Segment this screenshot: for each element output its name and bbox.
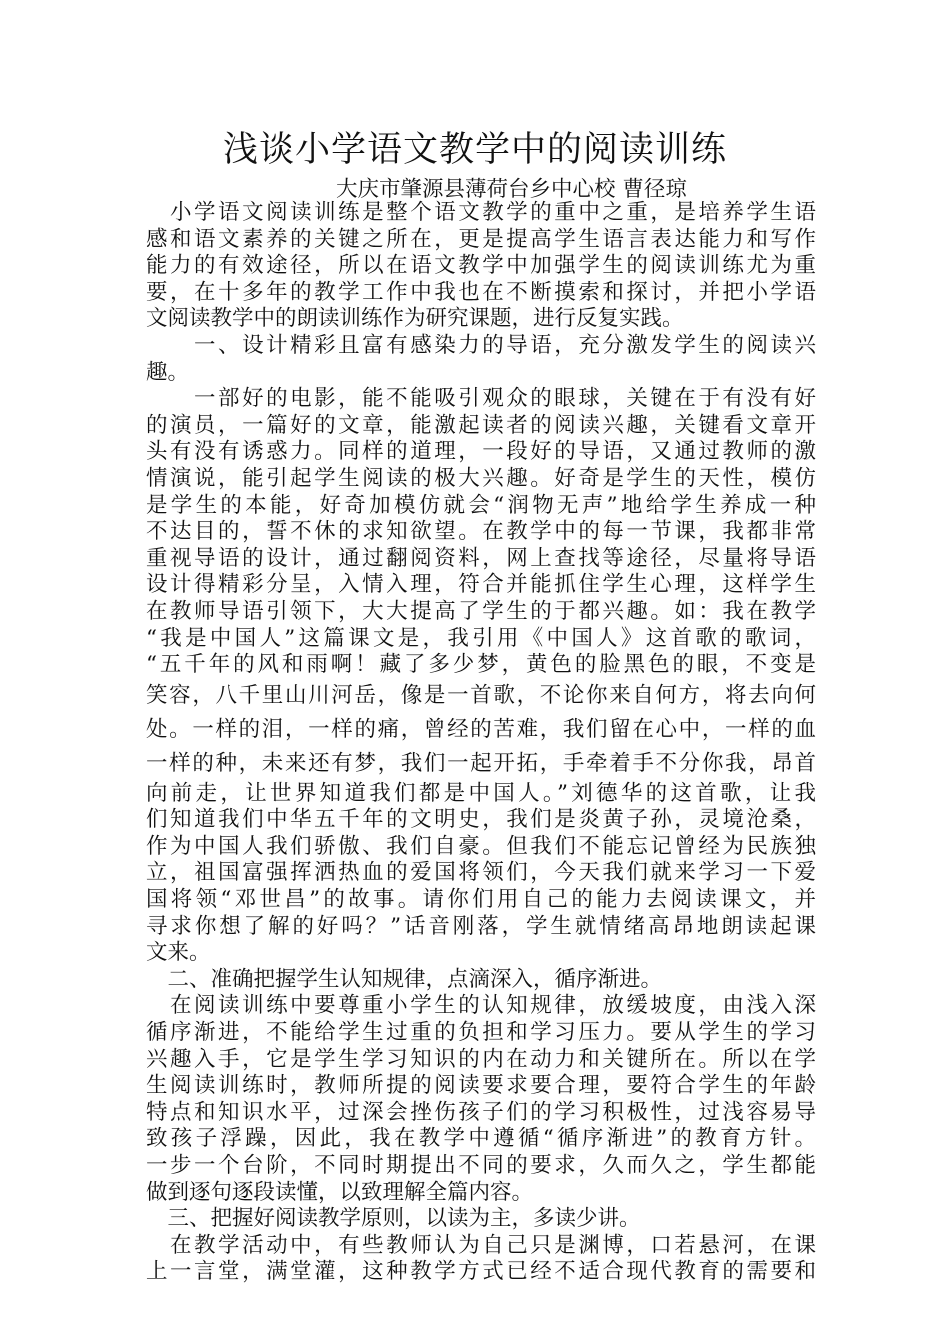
text-line: 一步一个台阶，不同时期提出不同的要求，久而久之，学生都能 xyxy=(146,1153,816,1178)
text-line: 在教师导语引领下，大大提高了学生的于都兴趣。如：我在教学 xyxy=(146,598,816,624)
text-line: 的演员，一篇好的文章，能激起读者的阅读兴趣，关键看文章开 xyxy=(146,412,816,438)
text-line: 是学生的本能，好奇加模仿就会“润物无声”地给学生养成一种 xyxy=(146,492,816,518)
text-line: 作为中国人我们骄傲、我们自豪。但我们不能忘记曾经为民族独 xyxy=(146,833,816,859)
text-line: 立，祖国富强挥洒热血的爱国将领们，今天我们就来学习一下爱 xyxy=(146,860,816,886)
text-line: 文阅读教学中的朗读训练作为研究课题，进行反复实践。 xyxy=(146,306,684,332)
text-line: 处。一样的泪，一样的痛，曾经的苦难，我们留在心中，一样的血 xyxy=(146,716,816,742)
document-title: 浅谈小学语文教学中的阅读训练 xyxy=(222,130,727,170)
text-line: 上一言堂，满堂灌，这种教学方式已经不适合现代教育的需要和 xyxy=(146,1259,816,1285)
text-line: 感和语文素养的关键之所在，更是提高学生语言表达能力和写作 xyxy=(146,226,816,252)
text-line: 要，在十多年的教学工作中我也在不断摸索和探讨，并把小学语 xyxy=(146,279,816,305)
text-line: 生阅读训练时，教师所提的阅读要求要合理，要符合学生的年龄 xyxy=(146,1073,816,1099)
section-heading: 一、设计精彩且富有感染力的导语，充分激发学生的阅读兴 xyxy=(146,332,816,358)
author-line: 大庆市肇源县薄荷台乡中心校 曹径琼 xyxy=(336,177,687,202)
text-line: 小学语文阅读训练是整个语文教学的重中之重，是培养学生语 xyxy=(146,200,816,225)
text-line: 不达目的，誓不休的求知欲望。在教学中的每一节课，我都非常 xyxy=(146,519,816,545)
text-line: 致孩子浮躁，因此，我在教学中遵循“循序渐进”的教育方针。 xyxy=(146,1126,816,1152)
section-heading: 趣。 xyxy=(146,359,190,385)
text-line: 在教学活动中，有些教师认为自己只是渊博，口若悬河，在课 xyxy=(146,1232,816,1258)
text-line: 向前走，让世界知道我们都是中国人。”刘德华的这首歌，让我 xyxy=(146,780,816,806)
text-line: 能力的有效途径，所以在语文教学中加强学生的阅读训练尤为重 xyxy=(146,253,816,279)
text-line: 国将领“邓世昌”的故事。请你们用自己的能力去阅读课文，并 xyxy=(146,887,816,913)
text-line: 们知道我们中华五千年的文明史，我们是炎黄子孙，灵境沧桑， xyxy=(146,807,816,833)
text-line: 设计得精彩分呈，入情入理，符合并能抓住学生心理，这样学生 xyxy=(146,572,816,598)
text-line: 特点和知识水平，过深会挫伤孩子们的学习积极性，过浅容易导 xyxy=(146,1099,816,1125)
text-line: 笑容，八千里山川河岳，像是一首歌，不论你来自何方，将去向何 xyxy=(146,682,816,708)
text-line: 循序渐进，不能给学生过重的负担和学习压力。要从学生的学习 xyxy=(146,1020,816,1046)
text-line: “我是中国人”这篇课文是，我引用《中国人》这首歌的歌词， xyxy=(146,625,816,651)
text-line: 重视导语的设计，通过翻阅资料，网上查找等途径，尽量将导语 xyxy=(146,545,816,571)
text-line: 头有没有诱惑力。同样的道理，一段好的导语，又通过教师的激 xyxy=(146,439,816,465)
text-line: 做到逐句逐段读懂，以致理解全篇内容。 xyxy=(146,1179,534,1205)
section-heading: 三、把握好阅读教学原则，以读为主，多读少讲。 xyxy=(146,1206,641,1232)
text-line: 寻求你想了解的好吗？”话音刚落，学生就情绪高昂地朗读起课 xyxy=(146,913,816,939)
text-line: 兴趣入手，它是学生学习知识的内在动力和关键所在。所以在学 xyxy=(146,1046,816,1072)
document-body xyxy=(146,200,816,1286)
text-line: 在阅读训练中要尊重小学生的认知规律，放缓坡度，由浅入深 xyxy=(146,993,816,1019)
text-line: 一样的种，未来还有梦，我们一起开拓，手牵着手不分你我，昂首 xyxy=(146,750,816,776)
text-line: 文来。 xyxy=(146,940,211,966)
text-line: 一部好的电影，能不能吸引观众的眼球，关键在于有没有好 xyxy=(146,386,816,412)
section-heading: 二、准确把握学生认知规律，点滴深入，循序渐进。 xyxy=(146,966,663,992)
text-line: “五千年的风和雨啊！藏了多少梦，黄色的脸黑色的眼，不变是 xyxy=(146,652,816,678)
text-line: 情演说，能引起学生阅读的极大兴趣。好奇是学生的天性，模仿 xyxy=(146,465,816,491)
